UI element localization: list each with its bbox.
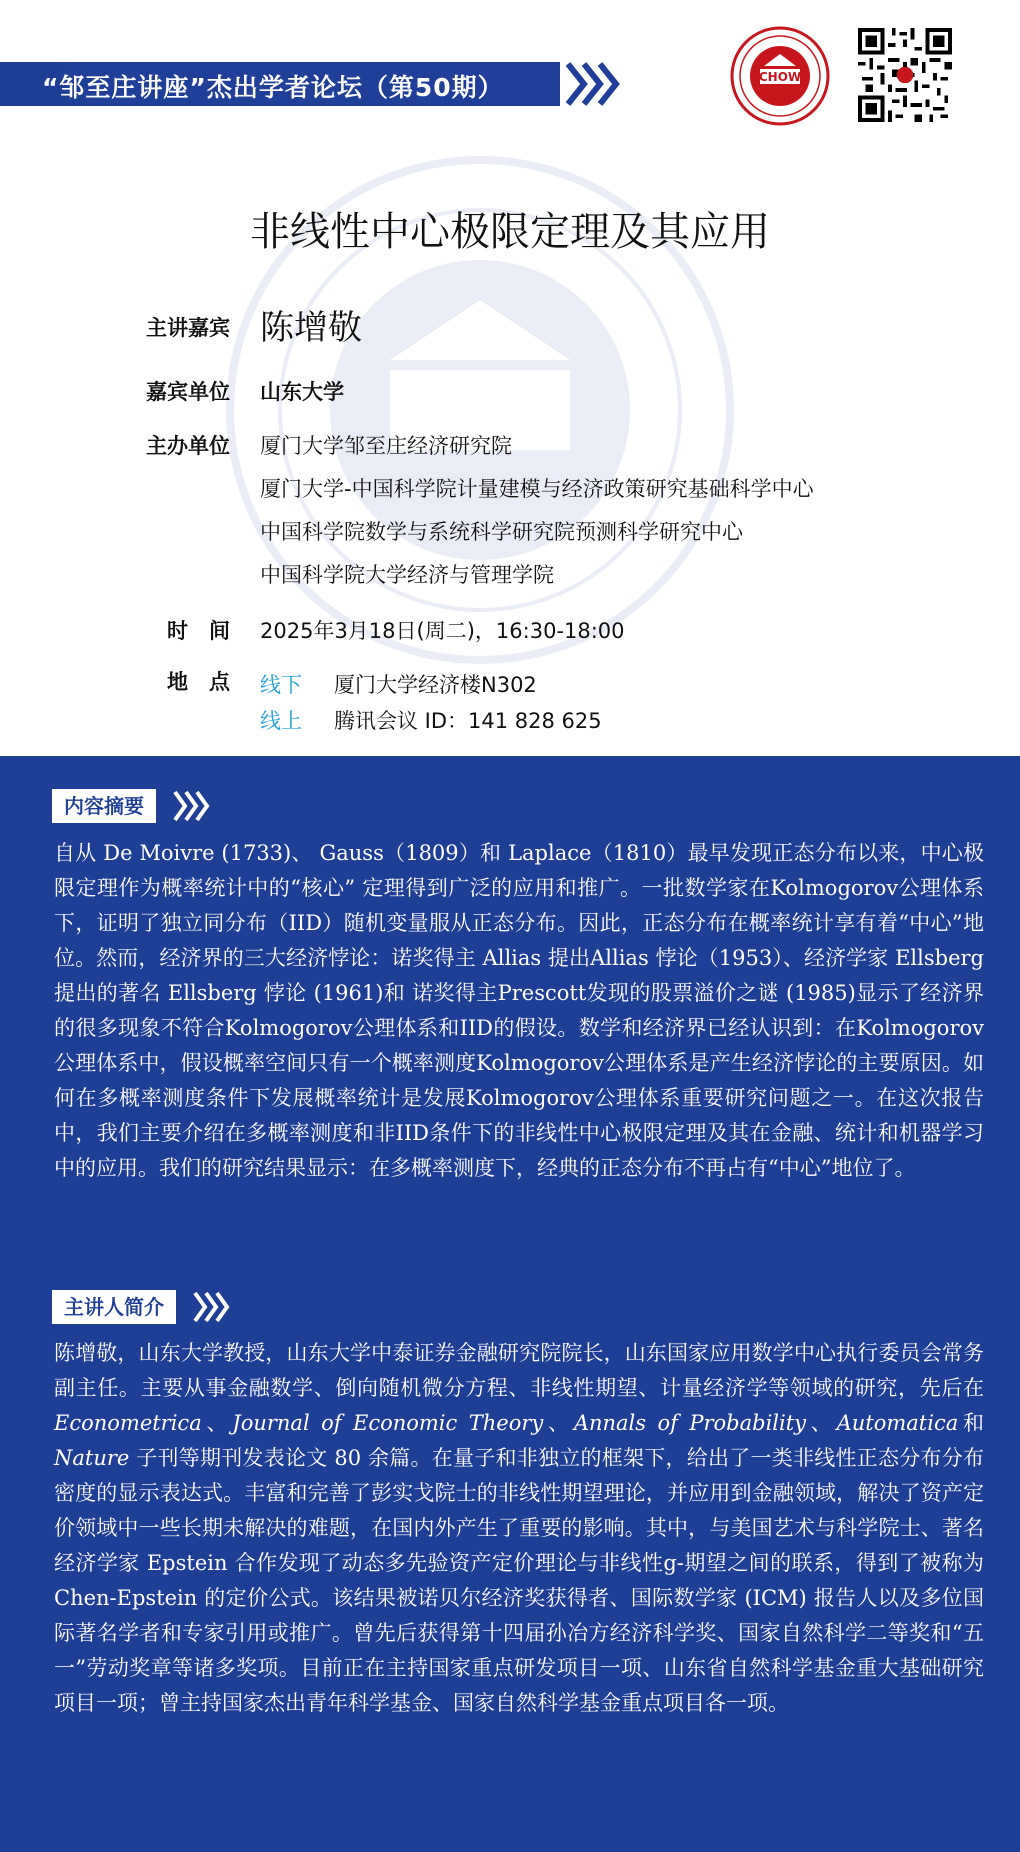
speaker-label: 主讲嘉宾 <box>146 316 230 340</box>
chevron-right-icon <box>564 60 624 108</box>
online-place: 腾讯会议 ID：141 828 625 <box>334 709 602 733</box>
affiliation-label: 嘉宾单位 <box>146 380 230 404</box>
organizer-label: 主办单位 <box>146 434 230 458</box>
institute-seal-logo <box>730 26 830 126</box>
journal-name: Nature <box>54 1446 130 1470</box>
abstract-heading: 内容摘要 <box>52 789 156 823</box>
place-label: 地 点 <box>167 670 230 694</box>
bio-text <box>54 1336 984 1721</box>
bio-text-part: 子刊等期刊发表论文 80 余篇。在量子和非独立的框架下，给出了一类非线性正态分布分布密度的显示表达式。丰富和完善了彭实戈院士的非线性期望理论，并应用到金融领域，解决了资产定价领域中一些长期未解决的难题，在国内外产生了重要的影响。其中，与美国艺术与科学院士、著名经济学家 Epstein 合作发现了动态多先验资产定价理论与非线性g-期望之间的联系，得到了被称为 Chen-Epstein 的定价公式。该结果被诺贝尔经济奖获得者、国际数学家 (ICM) 报告人以及多位国际著名学者和专家引用或推广。曾先后获得第十四届孙冶方经济科学奖、国家自然科学二等奖和“五一”劳动奖章等诸多奖项。目前正在主持国家重点研发项目一项、山东省自然科学基金重大基础研究项目一项；曾主持国家杰出青年科学基金、国家自然科学基金重点项目各一项。 <box>54 1446 984 1715</box>
chevron-right-icon <box>172 789 216 823</box>
journal-name: Automatica <box>836 1411 959 1435</box>
time-label: 时 间 <box>167 619 230 643</box>
organizer-item: 中国科学院数学与系统科学研究院预测科学研究中心 <box>260 520 743 544</box>
online-tag: 线上 <box>260 709 302 733</box>
affiliation-value: 山东大学 <box>260 380 344 404</box>
bio-text-part: 陈增敬，山东大学教授，山东大学中泰证券金融研究院院长，山东国家应用数学中心执行委员会常务副主任。主要从事金融数学、倒向随机微分方程、非线性期望、计量经济学等领域的研究，先后在 <box>54 1341 984 1400</box>
separator: 、 <box>543 1411 574 1435</box>
forum-title: “邹至庄讲座”杰出学者论坛（第50期） <box>42 73 504 102</box>
journal-name: Econometrica <box>54 1411 202 1435</box>
offline-tag: 线下 <box>260 673 302 697</box>
offline-place: 厦门大学经济楼N302 <box>334 673 537 697</box>
lecture-title: 非线性中心极限定理及其应用 <box>250 209 770 255</box>
journal-name: Journal of Economic Theory <box>232 1411 544 1435</box>
organizer-item: 中国科学院大学经济与管理学院 <box>260 563 554 587</box>
speaker-name: 陈增敬 <box>260 308 362 348</box>
svg-text:CHOW: CHOW <box>758 70 802 84</box>
bio-heading: 主讲人简介 <box>52 1290 176 1324</box>
qr-code[interactable] <box>858 28 952 122</box>
journal-name: Annals of Probability <box>573 1411 807 1435</box>
organizer-item: 厦门大学-中国科学院计量建模与经济政策研究基础科学中心 <box>260 477 814 501</box>
chevron-right-icon <box>192 1290 236 1324</box>
organizer-item: 厦门大学邹至庄经济研究院 <box>260 434 512 458</box>
separator: 、 <box>806 1411 837 1435</box>
separator: 、 <box>201 1411 233 1435</box>
separator: 和 <box>958 1411 985 1435</box>
time-value: 2025年3月18日(周二)，16:30-18:00 <box>260 619 625 643</box>
abstract-text: 自从 De Moivre (1733)、 Gauss（1809）和 Laplace（1810）最早发现正态分布以来，中心极限定理作为概率统计中的“核心” 定理得到广泛的应用和推广。一批数学家在Kolmogorov公理体系下，证明了独立同分布（IID）随机变量服从正态分布。因此，正态分布在概率统计享有着“中心”地位。然而，经济界的三大经济悖论：诺奖得主 Allias 提出Allias 悖论（1953）、经济学家 Ellsberg 提出的著名 Ellsberg 悖论 (1961)和 诺奖得主Prescott发现的股票溢价之谜 (1985)显示了经济界的很多现象不符合Kolmogorov公理体系和IID的假设。数学和经济界已经认识到：在Kolmogorov公理体系中，假设概率空间只有一个概率测度Kolmogorov公理体系是产生经济悖论的主要原因。如何在多概率测度条件下发展概率统计是发展Kolmogorov公理体系重要研究问题之一。在这次报告中，我们主要介绍在多概率测度和非IID条件下的非线性中心极限定理及其在金融、统计和机器学习中的应用。我们的研究结果显示：在多概率测度下，经典的正态分布不再占有“中心”地位了。 <box>54 841 984 1180</box>
